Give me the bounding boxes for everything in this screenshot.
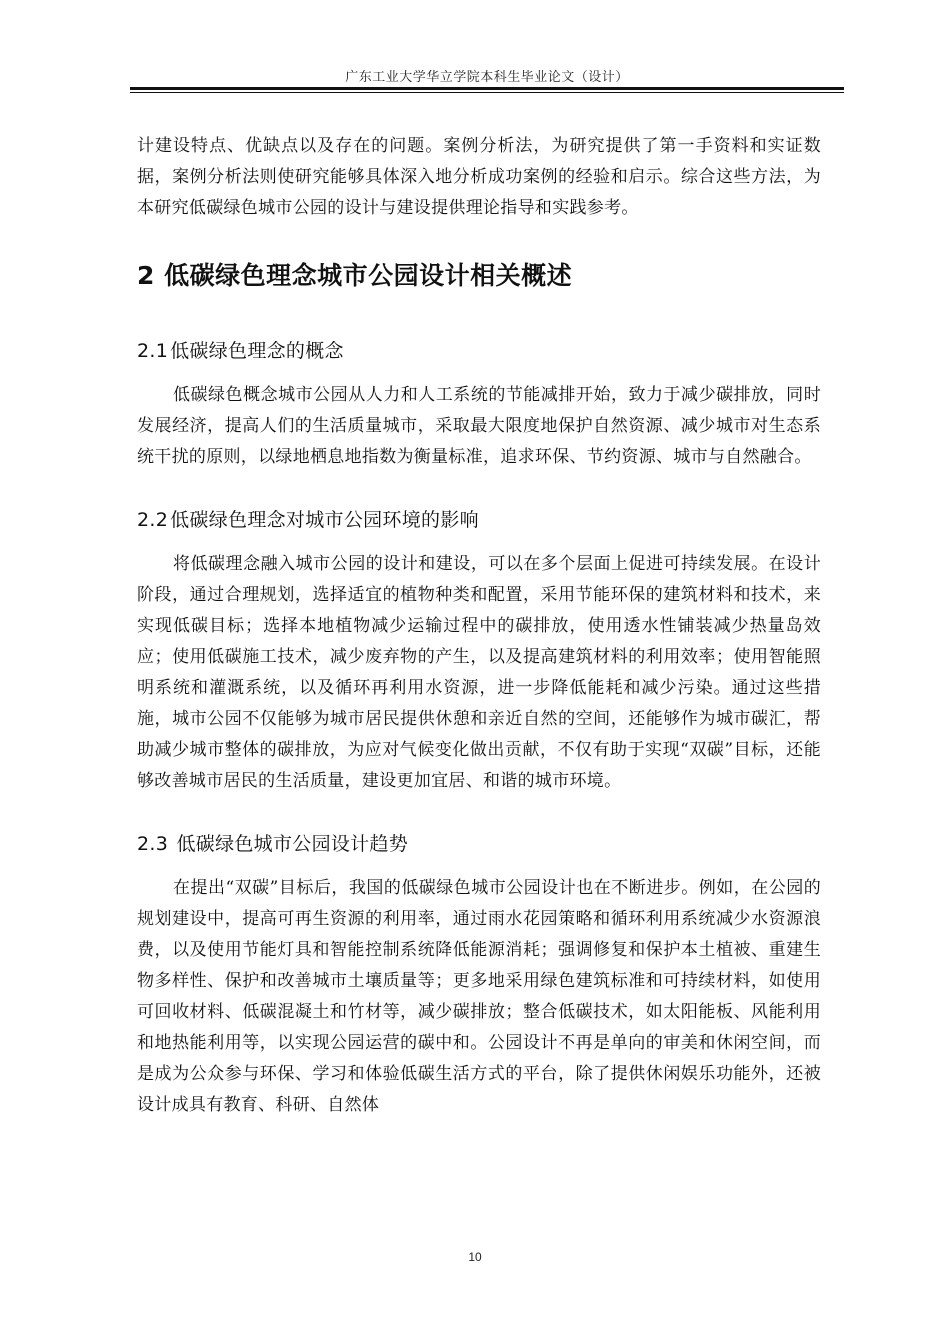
section-number: 2.1 [137,340,169,362]
section-heading-2-2 [137,505,821,535]
running-header: 广东工业大学华立学院本科生毕业论文（设计） [345,70,629,85]
section-number: 2.2 [137,509,169,531]
section-paragraph-2-3: 在提出“双碳”目标后，我国的低碳绿色城市公园设计也在不断进步。例如，在公园的规划建设中，提高可再生资源的利用率，通过雨水花园策略和循环利用系统减少水资源浪费，以及使用节能灯具和智能控制系统降低能源消耗；强调修复和保护本土植被、重建生物多样性、保护和改善城市土壤质量等；更多地采用绿色建筑标准和可持续材料，如使用可回收材料、低碳混凝土和竹材等，减少碳排放；整合低碳技术，如太阳能板、风能利用和地热能利用等，以实现公园运营的碳中和。公园设计不再是单向的审美和休闲空间，而是成为公众参与环保、学习和体验低碳生活方式的平台，除了提供休闲娱乐功能外，还被设计成具有教育、科研、自然体 [137,878,821,1115]
section-title: 低碳绿色理念对城市公园环境的影响 [170,509,479,531]
intro-paragraph: 计建设特点、优缺点以及存在的问题。案例分析法，为研究提供了第一手资料和实证数据，案例分析法则使研究能够具体深入地分析成功案例的经验和启示。综合这些方法，为本研究低碳绿色城市公园的设计与建设提供理论指导和实践参考。 [137,136,821,218]
section-title: 低碳绿色理念的概念 [170,340,344,362]
page-number: 10 [468,1250,482,1264]
section-number: 2.3 [137,833,169,855]
section-heading-2-3 [137,829,821,859]
section-title: 低碳绿色城市公园设计趋势 [170,833,409,855]
header-rule-thin [130,92,844,93]
chapter-heading: 2 低碳绿色理念城市公园设计相关概述 [137,261,573,290]
section-paragraph-2-2: 将低碳理念融入城市公园的设计和建设，可以在多个层面上促进可持续发展。在设计阶段，通过合理规划，选择适宜的植物种类和配置，采用节能环保的建筑材料和技术，来实现低碳目标；选择本地植物减少运输过程中的碳排放，使用透水性铺装减少热量岛效应；使用低碳施工技术，减少废弃物的产生，以及提高建筑材料的利用效率；使用智能照明系统和灌溉系统，以及循环再利用水资源，进一步降低能耗和减少污染。通过这些措施，城市公园不仅能够为城市居民提供休憩和亲近自然的空间，还能够作为城市碳汇，帮助减少城市整体的碳排放，为应对气候变化做出贡献，不仅有助于实现“双碳”目标，还能够改善城市居民的生活质量，建设更加宜居、和谐的城市环境。 [137,554,821,791]
section-paragraph-2-1: 低碳绿色概念城市公园从人力和人工系统的节能减排开始，致力于减少碳排放，同时发展经济，提高人们的生活质量城市，采取最大限度地保护自然资源、减少城市对生态系统干扰的原则，以绿地栖息地指数为衡量标准，追求环保、节约资源、城市与自然融合。 [137,385,821,467]
header-rule-thick [130,87,844,90]
page-body [137,131,821,1121]
section-heading-2-1 [137,336,821,366]
